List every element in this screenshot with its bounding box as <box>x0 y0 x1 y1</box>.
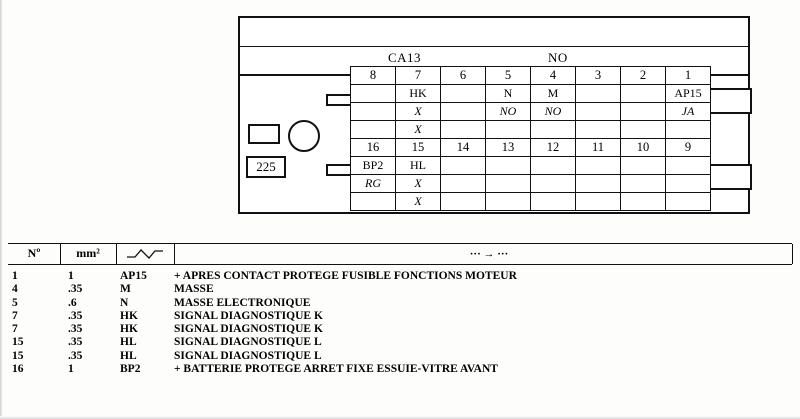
wire-symbol-icon <box>116 244 175 264</box>
legend-code: AP15 <box>120 270 147 282</box>
pin-mark <box>666 175 711 193</box>
pin-mark <box>351 193 396 211</box>
pin-mark-row-bottom-2 <box>351 193 711 211</box>
legend-code: BP2 <box>120 363 141 376</box>
connector-inner-rectangle <box>248 124 280 144</box>
pin-mark <box>621 193 666 211</box>
pin-mark <box>531 121 576 139</box>
pin-mark-row-top-2 <box>351 121 711 139</box>
pin-code <box>486 157 531 175</box>
legend-number: 15 <box>12 336 24 349</box>
pin-mark <box>621 103 666 121</box>
page-edge-shadow-left <box>0 0 3 419</box>
pin-mark <box>576 193 621 211</box>
legend-number: 7 <box>12 323 18 336</box>
legend-description: MASSE <box>174 283 214 296</box>
pin-mark <box>486 175 531 193</box>
legend-header-number: Nº <box>8 244 61 264</box>
legend-row <box>8 283 792 296</box>
legend-header-row <box>8 243 792 265</box>
pin-number-row-top <box>351 67 711 85</box>
pin-code: BP2 <box>351 157 396 175</box>
pin-mark-row-bottom <box>351 175 711 193</box>
pin-mark <box>666 193 711 211</box>
connector-notch-top <box>708 88 752 114</box>
pin-mark <box>621 121 666 139</box>
pin-mark <box>351 121 396 139</box>
pin-code <box>621 157 666 175</box>
legend-number: 4 <box>12 283 18 296</box>
pin-code: HK <box>396 85 441 103</box>
pin-number: 9 <box>666 139 711 157</box>
legend-section: 1 <box>68 363 74 376</box>
legend-row <box>8 323 792 336</box>
pin-mark: JA <box>666 103 711 121</box>
pin-number: 6 <box>441 67 486 85</box>
legend-description: + BATTERIE PROTEGE ARRET FIXE ESSUIE-VITRE AVANT <box>174 363 498 376</box>
pin-mark-row-top <box>351 103 711 121</box>
pin-mark <box>531 193 576 211</box>
connector-reference-box: 225 <box>246 156 286 178</box>
connector-diagram <box>238 16 754 218</box>
pin-grid <box>350 66 711 211</box>
connector-tab-top <box>326 94 352 106</box>
pin-code-row-bottom <box>351 157 711 175</box>
pin-code: N <box>486 85 531 103</box>
legend-row <box>8 297 792 310</box>
legend-section: .35 <box>68 336 83 349</box>
legend-code: HL <box>120 336 137 349</box>
pin-mark <box>441 193 486 211</box>
pin-number: 7 <box>396 67 441 85</box>
pin-code <box>441 157 486 175</box>
pin-mark: X <box>396 121 441 139</box>
legend-header-arrow: ··· → ··· <box>469 248 509 260</box>
legend-number: 15 <box>12 349 24 362</box>
legend-row <box>8 350 792 363</box>
pin-number: 12 <box>531 139 576 157</box>
legend-row <box>8 270 792 283</box>
pin-mark <box>486 121 531 139</box>
pin-mark: RG <box>351 175 396 193</box>
pin-mark <box>576 175 621 193</box>
pin-mark <box>441 175 486 193</box>
legend-number: 7 <box>12 309 18 322</box>
pin-mark <box>576 103 621 121</box>
legend-header-section: mm² <box>60 244 117 264</box>
pin-mark <box>576 121 621 139</box>
legend-header-description <box>174 244 793 264</box>
legend-description: SIGNAL DIAGNOSTIQUE L <box>174 336 322 349</box>
legend-number: 16 <box>12 363 24 376</box>
pin-code <box>441 85 486 103</box>
pin-mark <box>666 121 711 139</box>
pin-code <box>576 85 621 103</box>
pin-mark <box>441 103 486 121</box>
pin-code: HL <box>396 157 441 175</box>
legend-description: MASSE ELECTRONIQUE <box>174 296 311 309</box>
pin-number: 13 <box>486 139 531 157</box>
connector-color-label: NO <box>548 50 568 65</box>
legend-number: 5 <box>12 296 18 309</box>
legend-section: .35 <box>68 283 83 296</box>
pin-code <box>576 157 621 175</box>
legend-section: .35 <box>68 349 83 362</box>
pin-number: 4 <box>531 67 576 85</box>
legend-row <box>8 336 792 349</box>
zigzag-icon <box>125 247 165 261</box>
pin-code: AP15 <box>666 85 711 103</box>
pin-mark <box>486 193 531 211</box>
pin-mark <box>441 121 486 139</box>
connector-header-divider <box>238 46 750 47</box>
legend-code: HL <box>120 349 137 362</box>
pin-number: 16 <box>351 139 396 157</box>
pin-code <box>351 85 396 103</box>
pin-mark <box>351 103 396 121</box>
pin-code <box>621 85 666 103</box>
legend-description: SIGNAL DIAGNOSTIQUE L <box>174 349 322 362</box>
legend-code: N <box>120 296 129 309</box>
pin-mark: X <box>396 103 441 121</box>
pin-mark: NO <box>486 103 531 121</box>
legend-description: SIGNAL DIAGNOSTIQUE K <box>174 309 323 322</box>
connector-name-label: CA13 <box>388 50 422 65</box>
legend-row <box>8 310 792 323</box>
pin-number: 1 <box>666 67 711 85</box>
pin-code: M <box>531 85 576 103</box>
legend-code: HK <box>120 309 138 322</box>
legend-section: .35 <box>68 323 83 336</box>
connector-tab-bottom <box>326 164 352 176</box>
pin-code <box>531 157 576 175</box>
pin-number: 3 <box>576 67 621 85</box>
connector-notch-bottom <box>708 164 752 190</box>
pin-code <box>666 157 711 175</box>
pin-number: 2 <box>621 67 666 85</box>
pin-number: 10 <box>621 139 666 157</box>
legend-number: 1 <box>12 270 18 282</box>
pin-number: 11 <box>576 139 621 157</box>
pin-mark <box>531 175 576 193</box>
pin-number: 15 <box>396 139 441 157</box>
pin-number: 8 <box>351 67 396 85</box>
legend-description: + APRES CONTACT PROTEGE FUSIBLE FONCTIONS MOTEUR <box>174 270 517 282</box>
pin-mark: X <box>396 175 441 193</box>
wire-legend-table <box>8 243 792 376</box>
pin-mark: X <box>396 193 441 211</box>
legend-section: 1 <box>68 270 74 282</box>
pin-mark: NO <box>531 103 576 121</box>
pin-number-row-bottom <box>351 139 711 157</box>
pin-number: 5 <box>486 67 531 85</box>
legend-section: .35 <box>68 309 83 322</box>
legend-description: SIGNAL DIAGNOSTIQUE K <box>174 323 323 336</box>
legend-section: .6 <box>68 296 77 309</box>
pin-number: 14 <box>441 139 486 157</box>
legend-code: HK <box>120 323 138 336</box>
legend-row <box>8 363 792 376</box>
pin-code-row-top <box>351 85 711 103</box>
pin-mark <box>621 175 666 193</box>
legend-code: M <box>120 283 131 296</box>
connector-inner-circle <box>288 120 320 152</box>
